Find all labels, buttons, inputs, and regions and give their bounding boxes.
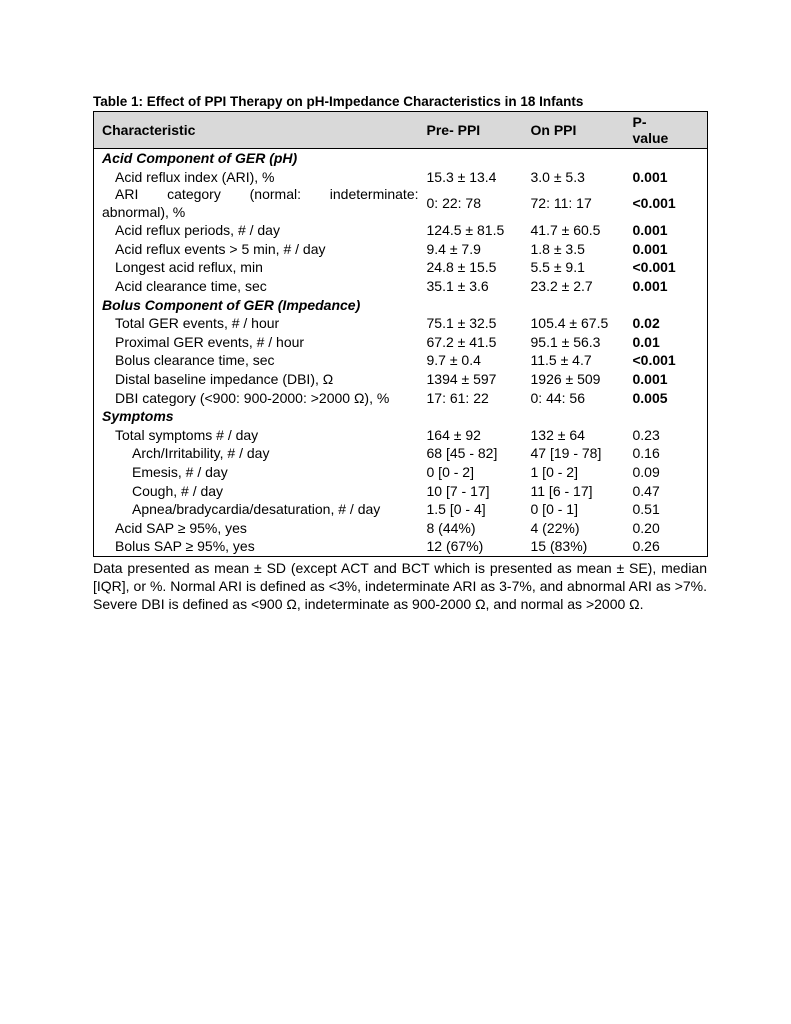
pre-ppi-value: 17: 61: 22 xyxy=(426,389,489,406)
pre-ppi-value: 10 [7 - 17] xyxy=(426,482,490,499)
p-value: 0.001 xyxy=(632,277,668,294)
on-ppi-value: 11.5 ± 4.7 xyxy=(530,352,592,369)
p-value: <0.001 xyxy=(632,352,676,369)
pre-ppi-value: 75.1 ± 32.5 xyxy=(426,315,497,332)
p-value: 0.01 xyxy=(632,333,660,350)
on-ppi-value: 0 [0 - 1] xyxy=(530,501,578,518)
table-row xyxy=(94,463,708,482)
p-value: 0.09 xyxy=(632,463,660,480)
section-label: Bolus Component of GER (Impedance) xyxy=(102,296,361,313)
pre-ppi-value: 0 [0 - 2] xyxy=(426,463,474,480)
on-ppi-value: 11 [6 - 17] xyxy=(530,482,593,499)
header-p-value-line1: P- xyxy=(632,114,647,130)
row-label: Acid reflux events > 5 min, # / day xyxy=(115,240,326,257)
on-ppi-value: 1.8 ± 3.5 xyxy=(530,240,585,257)
table-row xyxy=(94,333,708,352)
row-label: Acid reflux index (ARI), % xyxy=(115,168,275,185)
table-header xyxy=(94,112,708,149)
table-row xyxy=(94,168,708,187)
section-label: Symptoms xyxy=(102,408,174,425)
on-ppi-value: 1 [0 - 2] xyxy=(530,463,578,480)
table-row xyxy=(94,537,708,556)
pre-ppi-value: 12 (67%) xyxy=(426,538,484,555)
table-row xyxy=(94,482,708,501)
on-ppi-value: 72: 11: 17 xyxy=(530,195,592,212)
p-value: 0.16 xyxy=(632,445,660,462)
pre-ppi-value: 0: 22: 78 xyxy=(426,195,481,212)
table-row xyxy=(94,277,708,296)
pre-ppi-value: 9.7 ± 0.4 xyxy=(426,352,481,369)
on-ppi-value: 41.7 ± 60.5 xyxy=(530,222,601,239)
document-page xyxy=(93,93,707,613)
row-label: Acid clearance time, sec xyxy=(115,277,267,294)
pre-ppi-value: 124.5 ± 81.5 xyxy=(426,222,505,239)
row-label: Acid SAP ≥ 95%, yes xyxy=(115,519,247,536)
p-value: 0.001 xyxy=(632,222,668,239)
p-value: 0.02 xyxy=(632,315,660,332)
row-label xyxy=(94,186,419,221)
table-title: Table 1: Effect of PPI Therapy on pH-Impedance Characteristics in 18 Infants xyxy=(93,94,584,109)
p-value: 0.005 xyxy=(632,389,668,406)
section-row-symptoms xyxy=(94,407,708,426)
table-row xyxy=(94,351,708,370)
header-characteristic: Characteristic xyxy=(102,122,196,138)
table-row xyxy=(94,258,708,277)
on-ppi-value: 105.4 ± 67.5 xyxy=(530,315,609,332)
pre-ppi-value: 8 (44%) xyxy=(426,519,476,536)
header-pre-ppi: Pre- PPI xyxy=(426,122,481,138)
row-label: Longest acid reflux, min xyxy=(115,259,263,276)
section-row-acid xyxy=(94,149,708,168)
pre-ppi-value: 1.5 [0 - 4] xyxy=(426,501,486,518)
on-ppi-value: 1926 ± 509 xyxy=(530,370,601,387)
table-row xyxy=(94,240,708,259)
table-row xyxy=(94,519,708,538)
section-row-bolus xyxy=(94,296,708,315)
pre-ppi-value: 1394 ± 597 xyxy=(426,370,497,387)
row-label: Cough, # / day xyxy=(132,482,224,499)
row-label-line1: ARI category (normal: indeterminate: xyxy=(115,186,419,203)
on-ppi-value: 0: 44: 56 xyxy=(530,389,585,406)
p-value: 0.001 xyxy=(632,370,668,387)
header-p-value xyxy=(633,112,708,149)
pre-ppi-value: 24.8 ± 15.5 xyxy=(426,259,497,276)
p-value: <0.001 xyxy=(632,259,676,276)
row-label: Emesis, # / day xyxy=(132,463,228,480)
pre-ppi-value: 68 [45 - 82] xyxy=(426,445,498,462)
row-label: Bolus clearance time, sec xyxy=(115,352,275,369)
pre-ppi-value: 35.1 ± 3.6 xyxy=(426,277,489,294)
on-ppi-value: 47 [19 - 78] xyxy=(530,445,602,462)
table-row xyxy=(94,500,708,519)
p-value: 0.001 xyxy=(632,240,668,257)
pre-ppi-value: 67.2 ± 41.5 xyxy=(426,333,497,350)
row-label: Bolus SAP ≥ 95%, yes xyxy=(115,538,255,555)
header-p-value-line2: value xyxy=(632,130,669,146)
row-label: Proximal GER events, # / hour xyxy=(115,333,305,350)
p-value: 0.26 xyxy=(632,538,660,555)
table-row xyxy=(94,221,708,240)
table-row xyxy=(94,389,708,408)
on-ppi-value: 132 ± 64 xyxy=(530,426,585,443)
pre-ppi-value: 9.4 ± 7.9 xyxy=(426,240,481,257)
table-row xyxy=(94,370,708,389)
pre-ppi-value: 15.3 ± 13.4 xyxy=(426,168,497,185)
table-row xyxy=(94,314,708,333)
p-value: 0.23 xyxy=(632,426,660,443)
row-label-line2: abnormal), % xyxy=(102,203,186,220)
on-ppi-value: 4 (22%) xyxy=(530,519,580,536)
row-label: Total symptoms # / day xyxy=(115,426,259,443)
p-value: 0.51 xyxy=(632,501,660,518)
table-row xyxy=(94,426,708,445)
row-label: Apnea/bradycardia/desaturation, # / day xyxy=(132,501,381,518)
pre-ppi-value: 164 ± 92 xyxy=(426,426,481,443)
header-on-ppi: On PPI xyxy=(530,122,577,138)
table-row xyxy=(94,444,708,463)
p-value: 0.001 xyxy=(632,168,668,185)
on-ppi-value: 3.0 ± 5.3 xyxy=(530,168,585,185)
p-value: 0.20 xyxy=(632,519,660,536)
on-ppi-value: 15 (83%) xyxy=(530,538,588,555)
on-ppi-value: 95.1 ± 56.3 xyxy=(530,333,601,350)
row-label: Arch/Irritability, # / day xyxy=(132,445,270,462)
on-ppi-value: 5.5 ± 9.1 xyxy=(530,259,585,276)
row-label: Distal baseline impedance (DBI), Ω xyxy=(115,370,334,387)
results-table xyxy=(93,111,708,557)
row-label: Total GER events, # / hour xyxy=(115,315,280,332)
header-row xyxy=(94,112,708,149)
table-footnote: Data presented as mean ± SD (except ACT and BCT which is presented as mean ± SE), median [IQR], or %. Normal ARI is defined as <3%, indeterminate ARI as 3-7%, and abnormal ARI as >7%. Severe DBI is defined as <900 Ω, indeterminate as 900-2000 Ω, and normal as >2000 Ω. xyxy=(93,559,707,612)
p-value: 0.47 xyxy=(632,482,660,499)
row-label: Acid reflux periods, # / day xyxy=(115,222,280,239)
row-label: DBI category (<900: 900-2000: >2000 Ω), % xyxy=(115,389,390,406)
section-label: Acid Component of GER (pH) xyxy=(102,150,298,166)
on-ppi-value: 23.2 ± 2.7 xyxy=(530,277,593,294)
table-row xyxy=(94,186,708,221)
p-value: <0.001 xyxy=(632,195,676,212)
